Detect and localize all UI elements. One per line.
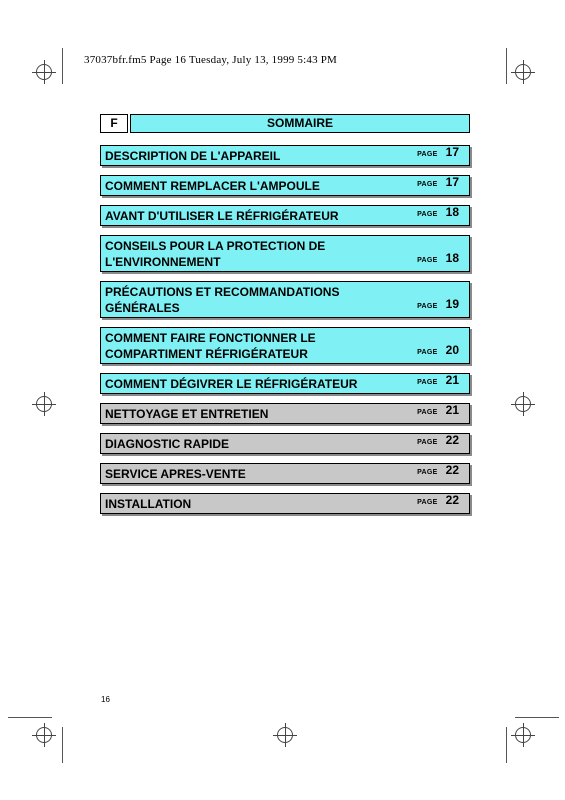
crop-mark [506, 727, 507, 763]
page-word-label: PAGE [417, 439, 438, 446]
header-file-info: 37037bfr.fm5 Page 16 Tuesday, July 13, 1999 5:43 PM [84, 54, 338, 66]
toc-item[interactable] [100, 175, 470, 196]
registration-mark-icon [36, 727, 52, 743]
crop-mark [8, 717, 52, 718]
page-word-label: PAGE [417, 499, 438, 506]
toc-item-label: DESCRIPTION DE L'APPAREIL [105, 149, 281, 163]
registration-mark-icon [36, 396, 52, 412]
registration-mark-icon [36, 64, 52, 80]
toc-item[interactable] [100, 373, 470, 394]
toc-item-page [417, 296, 459, 315]
page-number-value: 22 [445, 493, 459, 507]
registration-mark-icon [515, 727, 531, 743]
page-number-value: 19 [445, 297, 459, 311]
page-number-value: 18 [445, 251, 459, 265]
toc-item-label: NETTOYAGE ET ENTRETIEN [105, 407, 269, 421]
toc-item-page [417, 432, 459, 451]
page-number-value: 21 [445, 373, 459, 387]
registration-mark-icon [515, 64, 531, 80]
page-number-value: 21 [445, 403, 459, 417]
toc-item-page [417, 250, 459, 269]
toc-item-label: SERVICE APRES-VENTE [105, 467, 246, 481]
page-word-label: PAGE [417, 349, 438, 356]
crop-mark [506, 48, 507, 84]
toc-item-label: CONSEILS POUR LA PROTECTION DE L'ENVIRONNEMENT [105, 239, 326, 269]
page-number-value: 22 [445, 463, 459, 477]
crop-mark [515, 717, 559, 718]
toc-item[interactable] [100, 493, 470, 514]
page-word-label: PAGE [417, 211, 438, 218]
toc-item-page [417, 462, 459, 481]
page-word-label: PAGE [417, 469, 438, 476]
toc-item-label: INSTALLATION [105, 497, 192, 511]
toc-title: SOMMAIRE [130, 114, 470, 133]
toc-item[interactable] [100, 205, 470, 226]
toc-item[interactable] [100, 235, 470, 272]
toc-item-page [417, 144, 459, 163]
registration-mark-icon [515, 396, 531, 412]
page-word-label: PAGE [417, 257, 438, 264]
page-number-value: 22 [445, 433, 459, 447]
table-of-contents [100, 114, 470, 523]
toc-item-page [417, 174, 459, 193]
page-number-value: 20 [445, 343, 459, 357]
page-number-value: 18 [445, 205, 459, 219]
language-box: F [100, 114, 128, 133]
toc-item-label: COMMENT FAIRE FONCTIONNER LE COMPARTIMENT RÉFRIGÉRATEUR [105, 331, 316, 361]
toc-item-label: COMMENT REMPLACER L'AMPOULE [105, 179, 320, 193]
page-word-label: PAGE [417, 409, 438, 416]
registration-mark-icon [277, 727, 293, 743]
page-word-label: PAGE [417, 303, 438, 310]
toc-item-label: AVANT D'UTILISER LE RÉFRIGÉRATEUR [105, 209, 339, 223]
crop-mark [62, 727, 63, 763]
toc-item[interactable] [100, 463, 470, 484]
toc-item-label: PRÉCAUTIONS ET RECOMMANDATIONS GÉNÉRALES [105, 285, 340, 315]
page-number-value: 17 [445, 145, 459, 159]
toc-item-page [417, 402, 459, 421]
page-number: 16 [101, 695, 110, 704]
toc-item-page [417, 342, 459, 361]
toc-item-page [417, 492, 459, 511]
page-word-label: PAGE [417, 151, 438, 158]
page-number-value: 17 [445, 175, 459, 189]
toc-list [100, 145, 470, 514]
toc-item-label: DIAGNOSTIC RAPIDE [105, 437, 230, 451]
toc-item-page [417, 372, 459, 391]
toc-item[interactable] [100, 433, 470, 454]
toc-item[interactable] [100, 281, 470, 318]
crop-mark [62, 48, 63, 84]
toc-item[interactable] [100, 403, 470, 424]
page-word-label: PAGE [417, 181, 438, 188]
toc-title-row [100, 114, 470, 133]
toc-item-label: COMMENT DÉGIVRER LE RÉFRIGÉRATEUR [105, 377, 358, 391]
toc-item-page [417, 204, 459, 223]
toc-item[interactable] [100, 145, 470, 166]
page-word-label: PAGE [417, 379, 438, 386]
toc-item[interactable] [100, 327, 470, 364]
